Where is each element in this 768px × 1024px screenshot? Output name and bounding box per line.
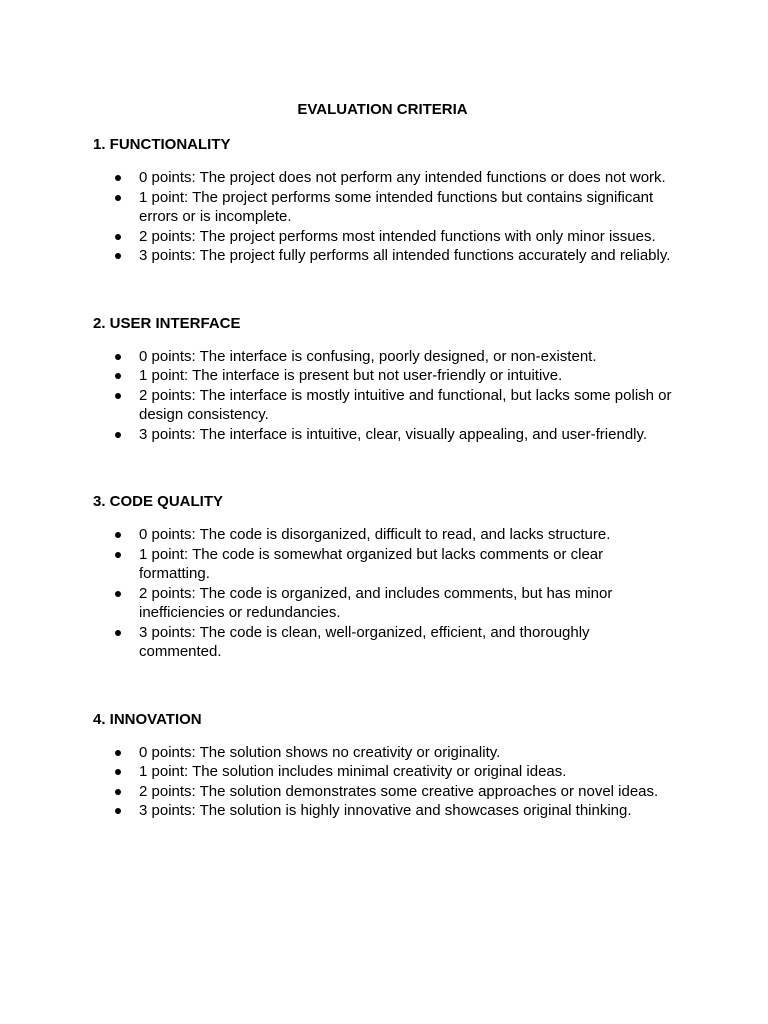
bullet-icon xyxy=(115,393,121,399)
section-heading: 2. USER INTERFACE xyxy=(93,314,241,332)
criteria-text: 2 points: The interface is mostly intuitive and functional, but lacks some polish or design consistency. xyxy=(139,386,672,423)
bullet-icon xyxy=(115,552,121,558)
bullet-icon xyxy=(115,630,121,636)
bullet-icon xyxy=(115,432,121,438)
criteria-text: 2 points: The code is organized, and includes comments, but has minor inefficiencies or redundancies. xyxy=(139,584,613,621)
criteria-item xyxy=(93,227,672,247)
criteria-text: 2 points: The solution demonstrates some creative approaches or novel ideas. xyxy=(139,782,659,800)
criteria-text: 1 point: The interface is present but not user-friendly or intuitive. xyxy=(139,367,563,384)
criteria-item xyxy=(93,801,672,821)
criteria-text: 0 points: The code is disorganized, difficult to read, and lacks structure. xyxy=(139,526,611,543)
criteria-item xyxy=(93,762,672,782)
bullet-icon xyxy=(115,769,121,775)
criteria-text: 3 points: The code is clean, well-organized, efficient, and thoroughly commented. xyxy=(139,623,590,660)
bullet-icon xyxy=(115,253,121,259)
criteria-item xyxy=(93,246,672,266)
criteria-text: 0 points: The project does not perform any intended functions or does not work. xyxy=(139,169,666,186)
criteria-text: 3 points: The project fully performs all intended functions accurately and reliably. xyxy=(139,247,671,264)
section-spacer xyxy=(93,266,672,314)
criteria-text: 2 points: The project performs most intended functions with only minor issues. xyxy=(139,227,656,245)
bullet-icon xyxy=(115,354,121,360)
criteria-text: 0 points: The interface is confusing, poorly designed, or non-existent. xyxy=(139,347,597,365)
criteria-item xyxy=(93,425,672,445)
section-spacer xyxy=(93,444,672,492)
bullet-icon xyxy=(115,808,121,814)
criteria-item xyxy=(93,782,672,802)
section-user-interface xyxy=(93,314,672,445)
criteria-item xyxy=(93,623,672,662)
criteria-item xyxy=(93,188,672,227)
criteria-text: 1 point: The solution includes minimal creativity or original ideas. xyxy=(139,763,567,780)
criteria-list xyxy=(93,743,672,821)
section-code-quality xyxy=(93,492,672,662)
bullet-icon xyxy=(115,195,121,201)
criteria-item xyxy=(93,386,672,425)
criteria-text: 0 points: The solution shows no creativity or originality. xyxy=(139,743,501,761)
criteria-list xyxy=(93,168,672,266)
bullet-icon xyxy=(115,532,121,538)
criteria-text: 3 points: The interface is intuitive, clear, visually appealing, and user-friendly. xyxy=(139,425,648,443)
bullet-icon xyxy=(115,750,121,756)
criteria-item xyxy=(93,545,672,584)
criteria-list xyxy=(93,525,672,662)
section-innovation xyxy=(93,710,672,821)
bullet-icon xyxy=(115,175,121,181)
section-spacer xyxy=(93,662,672,710)
criteria-item xyxy=(93,525,672,545)
bullet-icon xyxy=(115,591,121,597)
criteria-text: 3 points: The solution is highly innovative and showcases original thinking. xyxy=(139,802,632,819)
criteria-item xyxy=(93,366,672,386)
criteria-text: 1 point: The project performs some intended functions but contains significant errors or is incomplete. xyxy=(139,188,654,225)
criteria-item xyxy=(93,743,672,763)
section-heading: 1. FUNCTIONALITY xyxy=(93,136,231,153)
bullet-icon xyxy=(115,789,121,795)
criteria-item xyxy=(93,168,672,188)
document-title: EVALUATION CRITERIA xyxy=(297,101,468,118)
section-functionality xyxy=(93,135,672,266)
section-heading: 3. CODE QUALITY xyxy=(93,493,224,510)
criteria-text: 1 point: The code is somewhat organized but lacks comments or clear formatting. xyxy=(139,545,604,582)
bullet-icon xyxy=(115,373,121,379)
criteria-list xyxy=(93,347,672,445)
criteria-item xyxy=(93,584,672,623)
criteria-item xyxy=(93,347,672,367)
section-heading: 4. INNOVATION xyxy=(93,710,202,728)
bullet-icon xyxy=(115,234,121,240)
